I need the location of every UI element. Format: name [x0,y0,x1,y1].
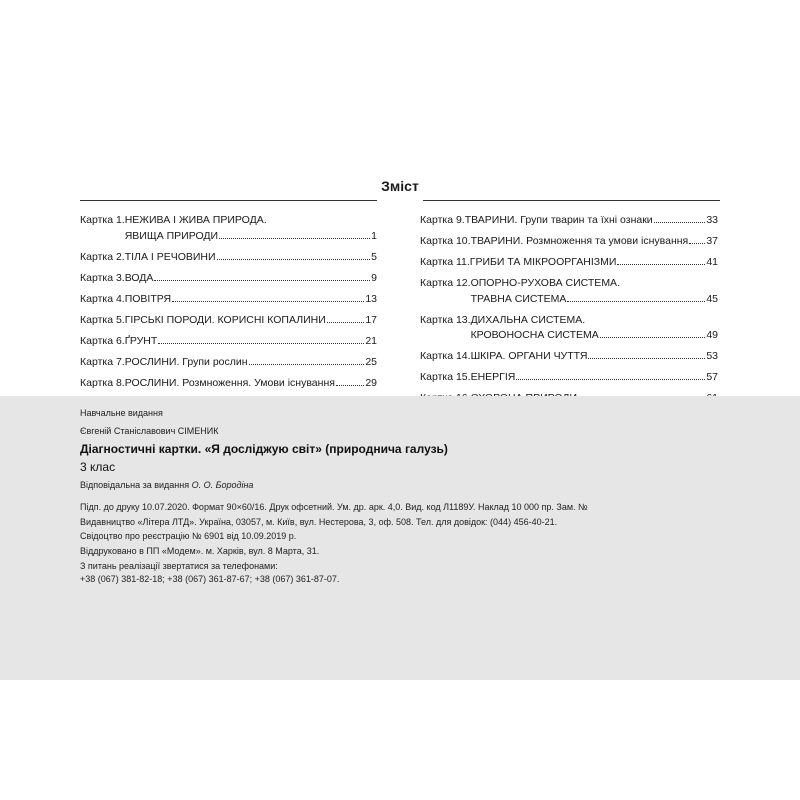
toc-entry-title: ТВАРИНИ. Групи тварин та їхні ознаки [464,214,653,226]
toc-entry-line [80,250,377,266]
toc-entry-prefix: Картка 12. [420,277,471,289]
toc-entry-page: 45 [706,292,718,305]
toc-rule-right [423,200,720,201]
toc-entry [80,313,377,329]
toc-entry [80,355,377,371]
toc-entry-line [80,355,377,371]
toc-entry [80,213,377,244]
toc-entry-leader [172,292,364,302]
toc-entry-prefix: Картка 14. [420,350,471,362]
toc-entry-prefix: Картка 6. [80,334,125,347]
toc-entry [420,349,718,365]
toc-entry-line [80,213,377,229]
toc-entry-page: 53 [706,350,718,362]
toc-rule-left [80,200,377,201]
toc-entry-line [80,229,377,245]
toc-entry [80,271,377,287]
toc-entry-leader [617,255,705,265]
toc-entry-prefix: Картка 9. [420,214,465,226]
toc-entry-page: 17 [365,313,377,326]
toc-entry-leader [689,234,705,244]
toc-entry-page: 29 [365,376,377,389]
grade-label: 3 клас [80,460,116,474]
toc-entry-title: НЕЖИВА І ЖИВА ПРИРОДА. [124,214,267,226]
toc-entry-line [420,276,718,292]
toc-title: Зміст [381,178,419,194]
toc-entry-prefix: Картка 11. [420,256,470,268]
toc-entry-leader [588,349,705,359]
responsible-label: Відповідальна за видання [80,480,192,490]
toc-entry-page: 21 [365,334,377,347]
edition-type: Навчальне видання [80,408,163,418]
toc-entry-page: 9 [371,271,377,284]
toc-entry [420,370,718,386]
toc-entry [420,234,718,250]
toc-entry-title: ГРИБИ ТА МІКРООРГАНІЗМИ [469,256,617,268]
toc-entry-line [420,370,718,386]
toc-entry-page: 49 [706,329,718,341]
responsible-name: О. О. Бородіна [191,480,254,490]
toc-entry-title-cont: ТРАВНА СИСТЕМА [470,292,567,305]
toc-entry-title: ТВАРИНИ. Розмноження та умови існування [470,235,689,247]
sales-phones: +38 (067) 381-82-18; +38 (067) 361-87-67; +38 (067) 361-87-07. [80,574,340,584]
toc-entry-leader [249,355,365,365]
toc-entry-prefix: Картка 8. [80,376,125,389]
toc-entry-line [420,292,718,308]
toc-entry-line [420,234,718,250]
toc-entry-leader [154,271,370,281]
toc-entry-prefix: Картка 13. [420,313,471,326]
sales-note: З питань реалізації звертатися за телефонами: [80,561,278,571]
toc-entry [420,276,718,307]
toc-entry-prefix: Картка 15. [420,371,471,383]
toc-entry-line [80,376,377,392]
toc-entry-leader [219,229,370,239]
toc-entry-leader [327,313,365,323]
toc-entry [420,255,718,271]
toc-left-column [80,213,377,391]
toc-entry-page: 25 [365,355,377,368]
toc-entry-line [80,292,377,308]
registration-certificate: Свідоцтво про реєстрацію № 6901 від 10.09.2019 р. [80,531,297,541]
toc-entry-title: ЕНЕРГІЯ [470,371,516,383]
toc-entry-line [420,313,718,329]
toc-entry-leader [217,250,371,260]
toc-entry-line [80,334,377,350]
toc-entry-line [80,313,377,329]
toc-entry-line [420,349,718,365]
toc-entry [420,213,718,229]
toc-entry-prefix: Картка 4. [80,292,125,305]
toc-entry-title: ОПОРНО-РУХОВА СИСТЕМА. [470,277,620,289]
toc-entry [80,334,377,350]
imprint-block [0,396,800,680]
toc-entry-prefix: Картка 3. [80,271,125,284]
toc-entry-leader [600,328,706,338]
toc-entry-line [420,213,718,229]
toc-entry-page: 41 [706,256,718,268]
toc-entry-page: 57 [706,371,718,383]
toc-entry-prefix: Картка 5. [80,313,125,326]
toc-entry-page: 33 [706,214,718,226]
toc-entry-prefix: Картка 2. [80,250,125,263]
print-info: Підп. до друку 10.07.2020. Формат 90×60/16. Друк офсетний. Ум. др. арк. 4,0. Вид. код Л1189У. Наклад 10 000 пр. Зам. № [80,502,588,512]
toc-entry-page: 1 [371,229,377,242]
toc-entry-title: РОСЛИНИ. Групи рослин [124,355,248,368]
toc-entry-prefix: Картка 7. [80,355,125,368]
printing-house: Віддруковано в ПП «Модем». м. Харків, вул. 8 Марта, 31. [80,546,320,556]
toc-entry-leader [567,292,705,302]
toc-entry-title: ДИХАЛЬНА СИСТЕМА. [470,313,586,326]
toc-entry-page: 5 [371,250,377,263]
toc-entry-leader [336,376,364,386]
toc-header [80,178,720,202]
toc-entry-page: 37 [706,235,718,247]
toc-entry-prefix: Картка 1. [80,214,125,226]
toc-entry-title: ТІЛА І РЕЧОВИНИ [124,250,216,263]
toc-entry-line [420,255,718,271]
toc-entry-title-cont: ЯВИЩА ПРИРОДИ [124,229,219,242]
toc-entry-leader [158,334,364,344]
toc-entry-title: ВОДА [124,271,154,284]
toc-entry-leader [516,370,705,380]
toc-entry-title: ШКІРА. ОРГАНИ ЧУТТЯ [470,350,588,362]
toc-entry [80,292,377,308]
toc-entry-title-cont: КРОВОНОСНА СИСТЕМА [470,329,599,341]
toc-entry-title: ГІРСЬКІ ПОРОДИ. КОРИСНІ КОПАЛИНИ [124,313,326,326]
toc-entry-title: ПОВІТРЯ [124,292,172,305]
toc-entry-line [420,328,718,344]
toc-entry-title: ҐРУНТ [124,334,158,347]
toc-entry [80,250,377,266]
responsible-editor [80,480,253,490]
book-title: Діагностичні картки. «Я досліджую світ» (природнича галузь) [80,442,448,456]
toc-entry [80,376,377,392]
toc-entry-leader [654,213,706,223]
toc-right-column [420,213,718,407]
toc-entry-prefix: Картка 10. [420,235,471,247]
author-name: Євгеній Станіславович СІМЕНИК [80,426,219,436]
publisher-info: Видавництво «Літера ЛТД». Україна, 03057, м. Київ, вул. Нестерова, 3, оф. 508. Тел. для довідок: (044) 456-40-21. [80,517,558,527]
toc-entry-title: РОСЛИНИ. Розмноження. Умови існування [124,376,335,389]
toc-entry [420,313,718,344]
toc-entry-line [80,271,377,287]
toc-entry-page: 13 [365,292,377,305]
